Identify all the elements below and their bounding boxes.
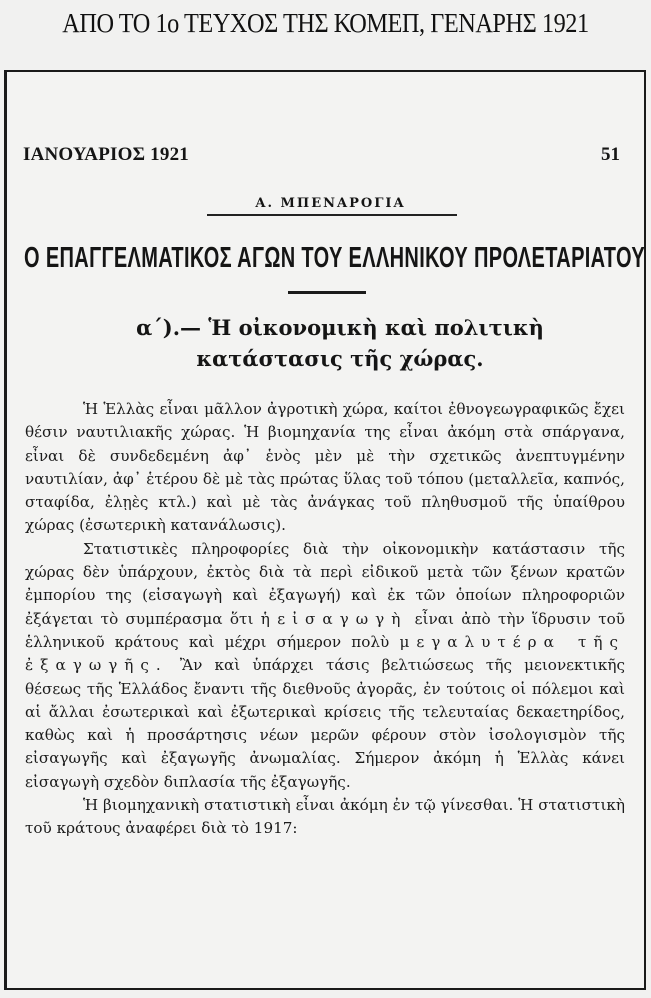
- paragraph-2-text-b: εἶναι ἀπὸ τὴν ἵδρυσιν τοῦ ἑλληνικοῦ κράτους καὶ μέχρι σήμερον πολὺ: [25, 609, 625, 651]
- paragraph-2: [25, 538, 625, 794]
- paragraph-2-text-c: Ἂν καὶ ὑπάρχει τάσις βελτιώσεως τῆς μειονεκτικῆς θέσεως τῆς Ἑλλάδος ἔναντι τῆς διεθνοῦς ἀγορᾶς, ἐν τούτοις οἱ πόλεμοι καὶ αἱ ἄλλαι ἐσωτερικαὶ καὶ ἐξωτερικαὶ κρίσεις τῆς τελευταίας δεκαετηρίδος, καθὼς καὶ ἡ προσάρτησις νέων μερῶν φέρουν στὸν ἰσολογισμὸν τῆς εἰσαγωγῆς καὶ ἐξαγωγῆς ἀνωμαλίας. Σήμερον ἀκόμη ἡ Ἑλλὰς κάνει εἰσαγωγὴ σχεδὸν διπλασία τῆς ἐξαγωγῆς.: [25, 656, 625, 791]
- section-heading-line-2: κατάστασις τῆς χώρας.: [196, 346, 484, 371]
- caption: ΑΠΟ ΤΟ 1ο ΤΕΥΧΟΣ ΤΗΣ ΚΟΜΕΠ, ΓΕΝΑΡΗΣ 1921: [62, 8, 589, 38]
- paragraph-1: Ἡ Ἑλλὰς εἶναι μᾶλλον ἀγροτικὴ χώρα, καίτοι ἐθνογεωγραφικῶς ἔχει θέσιν ναυτιλιακῆς χώρας. Ἡ βιομηχανία της εἶναι ἀκόμη στὰ σπάργανα, εἶναι δὲ συνδεδεμένη ἀφ᾽ ἑνὸς μὲν μὲ τὴν σχετικῶς ἀνεπτυγμένην ναυτιλίαν, ἀφ᾽ ἑτέρου δὲ μὲ τὰς πρώτας ὕλας τοῦ τόπου (μεταλλεῖα, καπνός, σταφίδα, ἐλῃὲς κτλ.) καὶ μὲ τὰς ἀνάγκας τοῦ πληθυσμοῦ τῆς ὑπαίθρου χώρας (ἐσωτερικὴ κατανάλωσις).: [25, 400, 625, 535]
- section-heading-line-1: α΄).— Ἡ οἰκονομικὴ καὶ πολιτικὴ: [136, 315, 544, 340]
- section-heading: [80, 312, 600, 374]
- author-name: Α. ΜΠΕΝΑΡΟΓΙΑ: [255, 196, 406, 211]
- paragraph-2-text-a: Στατιστικὲς πληροφορίες διὰ τὴν οἰκονομικὴν κατάστασιν τῆς χώρας δὲν ὑπάρχουν, ἐκτὸς διὰ τὰ περὶ εἰδικοῦ μετὰ τῶν ξένων κρατῶν ἐμπορίου της (εἰσαγωγὴ καὶ ἐξαγωγή) καὶ ἐκ τῶν ὁποίων πληροφοριῶν ἐξάγεται τὸ συμπέρασμα ὅτι ἡ: [25, 539, 625, 628]
- running-head: ΙΑΝΟΥΑΡΙΟΣ 1921: [23, 144, 189, 165]
- emphasis-larger-than-export: μεγαλυτέρα τῆς ἐξαγωγῆς.: [25, 632, 625, 675]
- paragraph-3: Ἡ βιομηχανικὴ στατιστικὴ εἶναι ἀκόμη ἐν τῷ γίνεσθαι. Ἡ στατιστικὴ τοῦ κράτους ἀναφέρει διὰ τὸ 1917:: [25, 796, 625, 838]
- author-divider: [207, 214, 457, 216]
- page-number: 51: [601, 144, 620, 165]
- emphasis-import: εἰσαγωγὴ: [277, 609, 408, 628]
- article-body: [25, 398, 625, 841]
- article-title: Ο ΕΠΑΓΓΕΛΜΑΤΙΚΟΣ ΑΓΩΝ ΤΟΥ ΕΛΛΗΝΙΚΟΥ ΠΡΟΛΕΤΑΡΙΑΤΟΥ: [24, 242, 646, 274]
- title-divider: [288, 291, 366, 294]
